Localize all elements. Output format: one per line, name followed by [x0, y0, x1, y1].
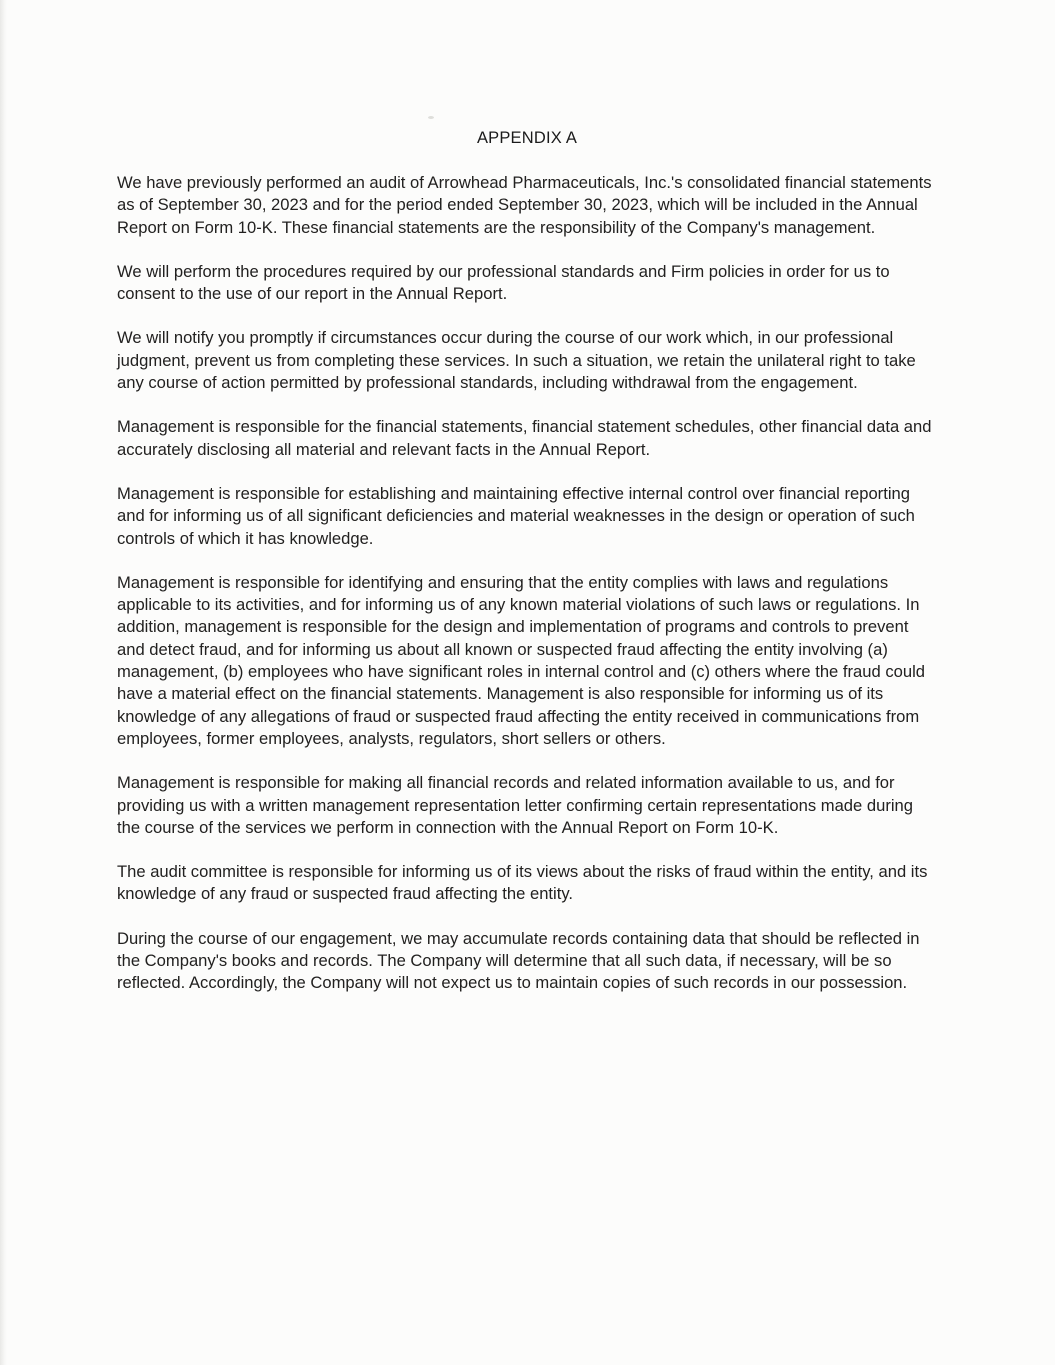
paragraph-4: Management is responsible for the financial statements, financial statement schedules, other financial data and accurately disclosing all material and relevant facts in the Annual Report.: [117, 417, 932, 459]
paragraph-6: Management is responsible for identifying and ensuring that the entity complies with laws and regulations applicable to its activities, and for informing us of any known material violations of such laws or regulations. In addition, management is responsible for the design and implementation of programs and controls to prevent and detect fraud, and for informing us about all known or suspected fraud affecting the entity involving (a) management, (b) employees who have significant roles in internal control and (c) others where the fraud could have a material effect on the financial statements. Management is also responsible for informing us of its knowledge of any allegations of fraud or suspected fraud affecting the entity received in communications from employees, former employees, analysts, regulators, short sellers or others.: [117, 572, 925, 748]
paragraph-3: We will notify you promptly if circumstances occur during the course of our work which, in our professional judgment, prevent us from completing these services. In such a situation, we retain the unilateral right to take any course of action permitted by professional standards, including withdrawal from the engagement.: [117, 328, 916, 393]
page-title: APPENDIX A: [476, 129, 578, 147]
paragraph-8: The audit committee is responsible for informing us of its views about the risks of fraud within the entity, and its knowledge of any fraud or suspected fraud affecting the entity.: [117, 862, 928, 904]
paragraph-7: Management is responsible for making all financial records and related information available to us, and for providing us with a written management representation letter confirming certain representations made during the course of the services we perform in connection with the Annual Report on Form 10-K.: [117, 773, 913, 837]
paragraph-2: We will perform the procedures required by our professional standards and Firm policies in order for us to consent to the use of our report in the Annual Report.: [117, 261, 890, 304]
paragraph-1: We have previously performed an audit of Arrowhead Pharmaceuticals, Inc.'s consolidated financial statements as of September 30, 2023 and for the period ended September 30, 2023, which will be included in the Annual Report on Form 10-K. These financial statements are the responsibility of the Company's management.: [117, 173, 932, 237]
paragraph-9: During the course of our engagement, we may accumulate records containing data that should be reflected in the Company's books and records. The Company will determine that all such data, if necessary, will be so reflected. Accordingly, the Company will not expect us to maintain copies of such records in our possession.: [117, 928, 920, 993]
paragraph-5: Management is responsible for establishing and maintaining effective internal control over financial reporting and for informing us of all significant deficiencies and material weaknesses in the design or operation of such controls of which it has knowledge.: [117, 483, 915, 548]
